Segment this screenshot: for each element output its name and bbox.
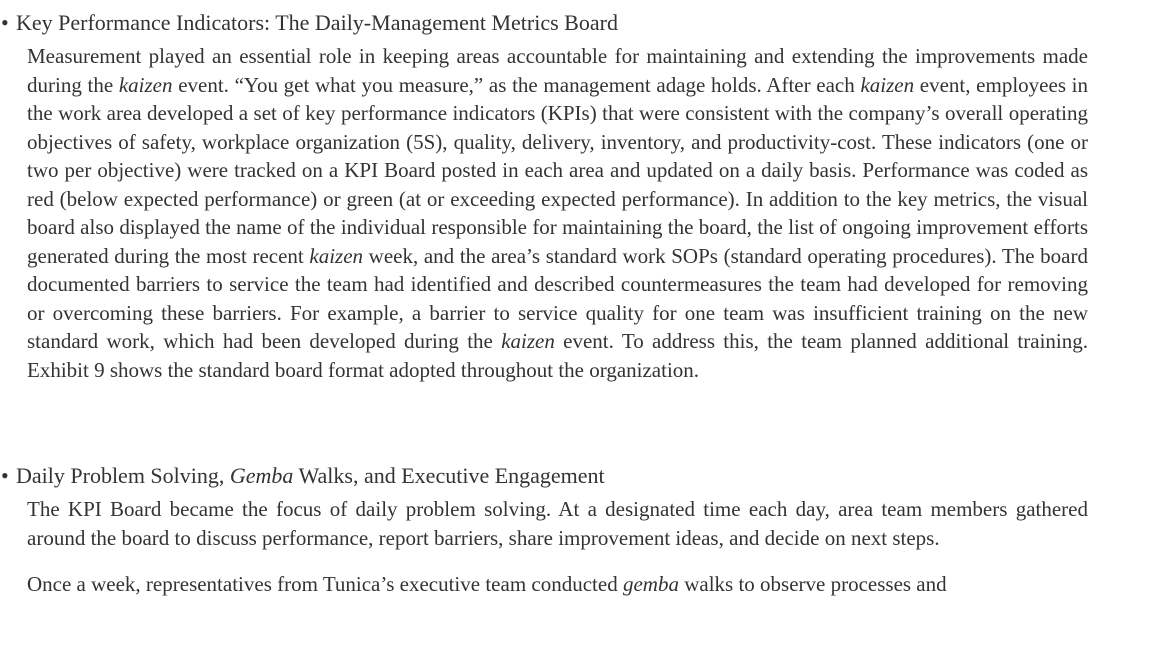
heading-italic-term: Gemba xyxy=(229,463,294,488)
text-run: event, employees in the work area developed a set of key performance indicators (KPIs) that were consistent with the company’s overall operating objectives of safety, workplace organization (5S), quality, delivery, inventory, and productivity-cost. These indicators (one or two per objective) were tracked on a KPI Board posted in each area and updated on a daily basis. Performance was coded as red (below expected performance) or green (at or exceeding expected performance). In addition to the key metrics, the visual board also displayed the name of the individual responsible for maintaining the board, the list of ongoing improvement efforts generated during the most recent xyxy=(27,72,1089,268)
heading-text: Daily Problem Solving, xyxy=(16,463,230,488)
bullet-icon: • xyxy=(1,10,9,35)
text-run: Measurement played an essential role in keeping areas accountable for maintaining and extending the improvements made during the xyxy=(27,44,1088,97)
italic-term: kaizen xyxy=(309,243,364,268)
section-daily-problem-solving xyxy=(0,462,1152,599)
section-kpi-board xyxy=(0,9,1152,384)
text-run: walks to observe processes and xyxy=(678,572,947,596)
text-run: Once a week, representatives from Tunica’s executive team conducted xyxy=(27,572,623,596)
text-run: event. “You get what you measure,” as the management adage holds. After each xyxy=(172,72,861,97)
paragraph xyxy=(0,570,1088,599)
heading-text: Walks, and Executive Engagement xyxy=(293,463,605,488)
paragraph xyxy=(0,42,1088,384)
text-run: event. To address this, the team planned additional training. Exhibit 9 shows the standard board format adopted throughout the organization. xyxy=(27,329,1088,382)
text-run: week, and the area’s standard work SOPs (standard operating procedures). The board documented barriers to service the team had identified and described countermeasures the team had developed for removing or overcoming these barriers. For example, a barrier to service quality for one team was insufficient training on the new standard work, which had been developed during the xyxy=(27,243,1088,353)
section-heading xyxy=(0,462,1152,490)
italic-term: kaizen xyxy=(501,329,555,353)
section-heading xyxy=(0,9,1152,37)
italic-term: gemba xyxy=(622,572,679,596)
italic-term: kaizen xyxy=(860,72,915,97)
paragraph: The KPI Board became the focus of daily problem solving. At a designated time each day, area team members gathered around the board to discuss performance, report barriers, share improvement ideas, and decide on next steps. xyxy=(27,497,1088,550)
bullet-icon: • xyxy=(1,463,9,488)
heading-text: Key Performance Indicators: The Daily-Management Metrics Board xyxy=(16,10,618,35)
italic-term: kaizen xyxy=(118,72,173,97)
